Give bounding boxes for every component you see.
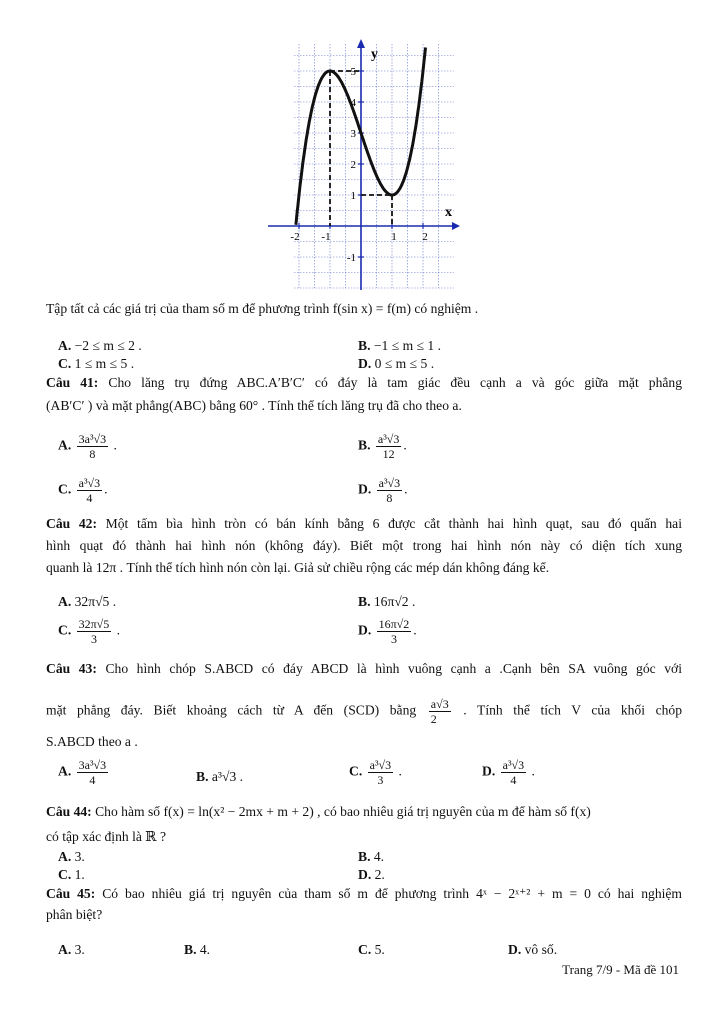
q40-option-d[interactable]: D. 0 ≤ m ≤ 5 . (358, 356, 435, 371)
q43-option-c[interactable]: C. $\frac{\text{a³√3}}{3}$ . (349, 758, 402, 787)
q44-label: Câu 44: (46, 804, 92, 819)
q44-line2: có tập xác định là ℝ ? (46, 829, 167, 844)
x-tick-label: 1 (391, 231, 397, 243)
q42-option-d[interactable]: D. $\frac{16\pi√2}{3}$ . (358, 617, 417, 646)
q41-option-d[interactable]: D. $\frac{\text{a³√3}}{8}$ . (358, 476, 408, 505)
q43-line2: mặt phẳng đáy. Biết khoảng cách từ A đến (SCD) bằng $\frac{a√3}{2}$ . Tính thể tích V của khối chóp (46, 697, 682, 726)
y-axis-label: y (371, 47, 378, 62)
q40-option-c[interactable]: C. 1 ≤ m ≤ 5 . (58, 356, 135, 371)
q43-label: Câu 43: (46, 661, 97, 676)
q45-line1: Câu 45: Có bao nhiêu giá trị nguyên của tham số m để phương trình 4ˣ − 2ˣ⁺² + m = 0 có hai nghiệm (46, 886, 682, 901)
q40-option-a[interactable]: A. −2 ≤ m ≤ 2 . (58, 338, 142, 353)
y-tick-label: 4 (350, 97, 356, 109)
q42-line2: hình quạt đó thành hai hình nón (không đáy). Biết một trong hai hình nón này có diện tích xung (46, 538, 682, 553)
x-axis-label: x (445, 205, 452, 220)
q41-label: Câu 41: (46, 375, 99, 390)
q41-option-a[interactable]: A. $\frac{\text{3a³√3}}{8}$ . (58, 432, 117, 461)
q45-option-a[interactable]: A. 3. (58, 942, 85, 957)
q45-option-d[interactable]: D. vô số. (508, 942, 558, 957)
q40-option-b[interactable]: B. −1 ≤ m ≤ 1 . (358, 338, 442, 353)
q43-option-b[interactable]: B. a³√3 . (196, 769, 244, 784)
q42-option-b[interactable]: B. 16π√2 . (358, 594, 416, 609)
q44-option-c[interactable]: C. 1. (58, 867, 85, 882)
q44-option-d[interactable]: D. 2. (358, 867, 385, 882)
x-tick-label: -2 (290, 231, 300, 243)
q43-line1: Câu 43: Cho hình chóp S.ABCD có đáy ABCD là hình vuông cạnh a .Cạnh bên SA vuông góc với (46, 661, 682, 676)
q45-option-b[interactable]: B. 4. (184, 942, 211, 957)
q43-distance-fraction: $\frac{a√3}{2}$ (430, 697, 449, 726)
x-tick-label: 2 (422, 231, 428, 243)
q40-stem: Tập tất cả các giá trị của tham số m để phương trình f(sin x) = f(m) có nghiệm . (46, 301, 479, 316)
q42-line1: Câu 42: Một tấm bìa hình tròn có bán kính bằng 6 được cắt thành hai hình quạt, sau đó quấn hai (46, 516, 682, 531)
y-axis-arrow (357, 39, 365, 48)
function-graph (264, 38, 464, 293)
q44-option-a[interactable]: A. 3. (58, 849, 85, 864)
y-tick-label: 1 (350, 190, 356, 202)
q41-line1: Câu 41: Cho lăng trụ đứng ABC.A′B′C′ có đáy là tam giác đều cạnh a và góc giữa mặt phẳng (46, 375, 682, 390)
y-tick-label: 5 (350, 66, 356, 78)
q41-option-c[interactable]: C. $\frac{\text{a³√3}}{4}$ . (58, 476, 108, 505)
y-tick-label: -1 (346, 252, 356, 264)
y-tick-label: 2 (350, 159, 356, 171)
x-axis-arrow (452, 222, 460, 230)
q43-option-d[interactable]: D. $\frac{\text{a³√3}}{4}$ . (482, 758, 535, 787)
q44-line1: Câu 44: Cho hàm số f(x) = ln(x² − 2mx + m + 2) , có bao nhiêu giá trị nguyên của m để hàm số f(x) (46, 804, 591, 819)
q43-line3: S.ABCD theo a . (46, 734, 138, 749)
graph-axes (268, 39, 460, 290)
q44-option-b[interactable]: B. 4. (358, 849, 385, 864)
page-footer: Trang 7/9 - Mã đề 101 (562, 962, 679, 977)
q45-label: Câu 45: (46, 886, 96, 901)
q43-option-a[interactable]: A. $\frac{\text{3a³√3}}{4}$ (58, 758, 107, 787)
y-tick-label: 3 (350, 128, 356, 140)
q45-option-c[interactable]: C. 5. (358, 942, 385, 957)
q42-line3: quanh là 12π . Tính thể tích hình nón còn lại. Giả sử chiều rộng các mép dán không đáng kể. (46, 560, 550, 575)
q45-line2: phân biệt? (46, 907, 103, 922)
q42-option-a[interactable]: A. 32π√5 . (58, 594, 117, 609)
q41-line2: (AB′C′ ) và mặt phẳng(ABC) bằng 60° . Tính thể tích lăng trụ đã cho theo a. (46, 398, 462, 413)
q42-option-c[interactable]: C. $\frac{32\pi√5}{3}$ . (58, 617, 121, 646)
q42-label: Câu 42: (46, 516, 97, 531)
q41-option-b[interactable]: B. $\frac{\text{a³√3}}{12}$ . (358, 432, 407, 461)
x-tick-label: -1 (321, 231, 331, 243)
